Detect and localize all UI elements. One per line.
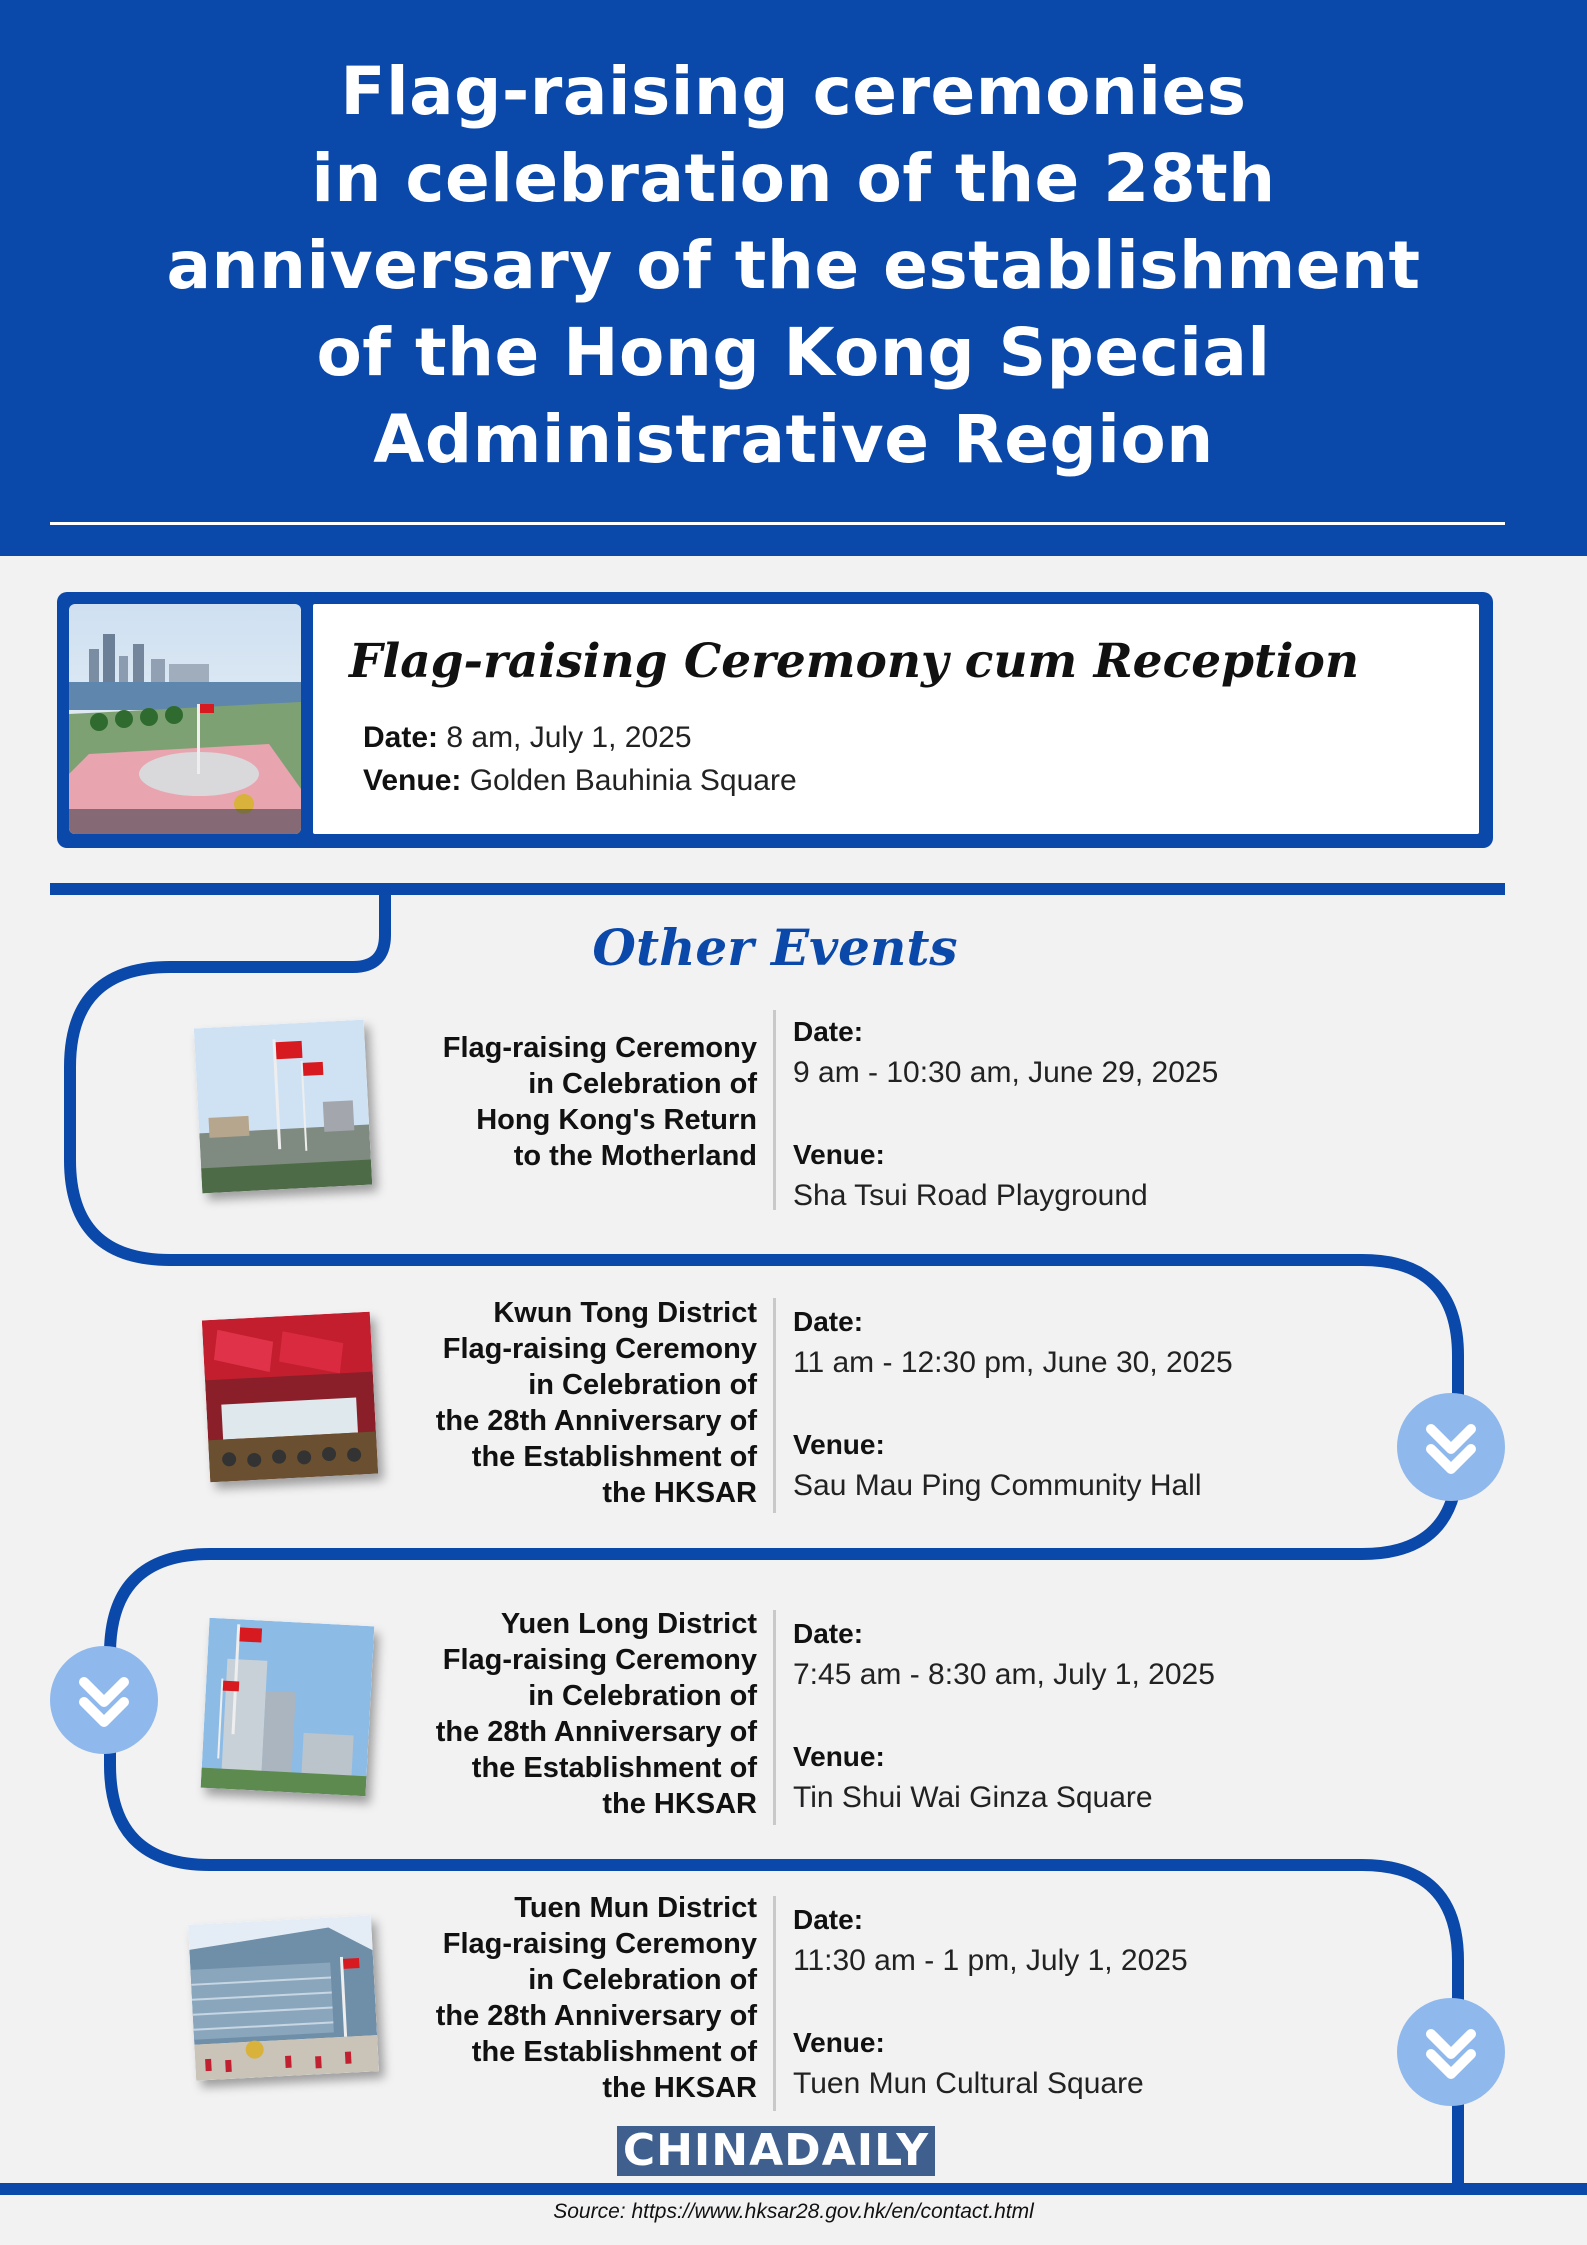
title-line: Administrative Region <box>373 401 1214 478</box>
event-venue: Sha Tsui Road Playground <box>793 1179 1148 1212</box>
event-venue: Tin Shui Wai Ginza Square <box>793 1781 1153 1814</box>
event-name-line: in Celebration of <box>528 1680 757 1712</box>
event-name <box>395 1030 757 1174</box>
main-event-title: Flag-raising Ceremony cum Reception <box>349 634 1360 689</box>
event-name-line: Kwun Tong District <box>493 1297 757 1329</box>
event-date: 7:45 am - 8:30 am, July 1, 2025 <box>793 1658 1215 1691</box>
event-name-line: the Establishment of <box>471 1441 757 1473</box>
event-name-line: in Celebration of <box>528 1068 757 1100</box>
date-label: Date: <box>793 1306 864 1337</box>
event-date: 9 am - 10:30 am, June 29, 2025 <box>793 1056 1219 1089</box>
event-separator <box>773 1298 776 1513</box>
date-label: Date: <box>793 1618 864 1649</box>
event-name-line: Yuen Long District <box>500 1608 757 1640</box>
double-chevron-down-icon <box>50 1646 158 1754</box>
event-name <box>395 1890 757 2106</box>
title-line: in celebration of the 28th <box>311 140 1276 217</box>
event-photo <box>202 1312 378 1483</box>
event-name-line: the Establishment of <box>471 2036 757 2068</box>
venue-label: Venue: <box>793 1139 885 1170</box>
china-daily-logo: CHINADAILY <box>617 2126 935 2176</box>
event-name-line: in Celebration of <box>528 1369 757 1401</box>
event-date: 11:30 am - 1 pm, July 1, 2025 <box>793 1944 1188 1977</box>
footer-bar <box>0 2183 1587 2195</box>
event-name-line: the Establishment of <box>471 1752 757 1784</box>
event-photo <box>201 1618 375 1796</box>
event-venue: Tuen Mun Cultural Square <box>793 2067 1144 2100</box>
event-name-line: to the Motherland <box>513 1140 757 1172</box>
event-name <box>395 1295 757 1511</box>
venue-label: Venue: <box>793 1741 885 1772</box>
event-name-line: the HKSAR <box>602 1788 757 1820</box>
venue-label: Venue: <box>793 1429 885 1460</box>
event-name-line: Hong Kong's Return <box>476 1104 757 1136</box>
venue-label: Venue: <box>363 764 462 797</box>
date-label: Date: <box>363 721 439 754</box>
venue-label: Venue: <box>793 2027 885 2058</box>
event-date: 11 am - 12:30 pm, June 30, 2025 <box>793 1346 1233 1379</box>
main-event-date: 8 am, July 1, 2025 <box>446 721 692 754</box>
event-name-line: in Celebration of <box>528 1964 757 1996</box>
double-chevron-down-icon <box>1397 1393 1505 1501</box>
event-separator <box>773 1896 776 2111</box>
event-name-line: Flag-raising Ceremony <box>442 1032 757 1064</box>
date-label: Date: <box>793 1904 864 1935</box>
event-name-line: Flag-raising Ceremony <box>442 1333 757 1365</box>
event-photo <box>194 1020 372 1194</box>
source-credit: Source: https://www.hksar28.gov.hk/en/contact.html <box>553 2200 1034 2223</box>
event-name-line: the 28th Anniversary of <box>435 2000 757 2032</box>
event-separator <box>773 1610 776 1825</box>
title-line: anniversary of the establishment <box>166 227 1421 304</box>
title-line: of the Hong Kong Special <box>316 314 1271 391</box>
double-chevron-down-icon <box>1397 1998 1505 2106</box>
date-label: Date: <box>793 1016 864 1047</box>
event-photo <box>188 1915 379 2080</box>
event-name <box>395 1606 757 1822</box>
event-name-line: the HKSAR <box>602 2072 757 2104</box>
event-name-line: the 28th Anniversary of <box>435 1405 757 1437</box>
event-venue: Sau Mau Ping Community Hall <box>793 1469 1202 1502</box>
title-line: Flag-raising ceremonies <box>340 53 1247 130</box>
event-name-line: the 28th Anniversary of <box>435 1716 757 1748</box>
main-event-venue: Golden Bauhinia Square <box>469 764 797 797</box>
event-name-line: Tuen Mun District <box>514 1892 757 1924</box>
event-separator <box>773 1010 776 1210</box>
event-name-line: Flag-raising Ceremony <box>442 1644 757 1676</box>
event-name-line: Flag-raising Ceremony <box>442 1928 757 1960</box>
event-name-line: the HKSAR <box>602 1477 757 1509</box>
other-events-heading: Other Events <box>592 918 958 977</box>
